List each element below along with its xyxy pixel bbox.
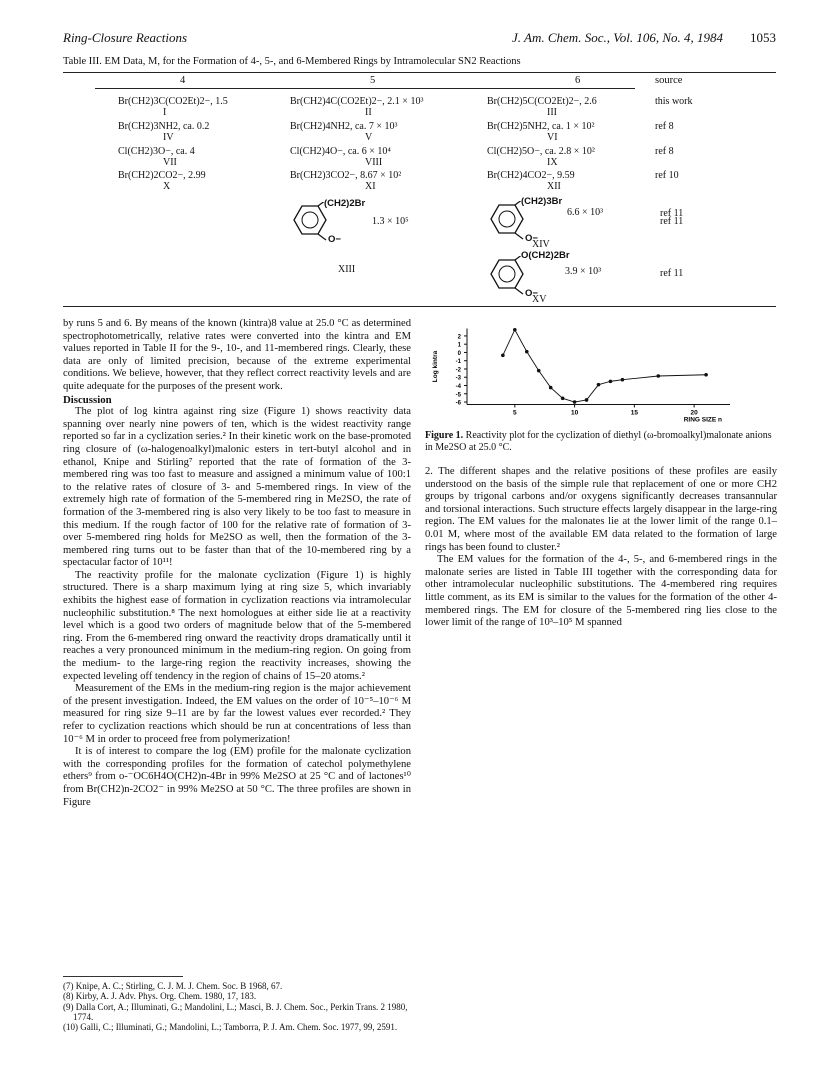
paragraph: 2. The different shapes and the relative positions of these profiles are easily understood on the basis of the simple rule that replacement of one or more CH2 groups by trigonal carbons and/or oxygens significantly decreases transannular and torsional interactions. Such structure effects largely disappear in the large-ring region. The EM values for the malonates lie at the lower limit of the range 0.1–0.01 M, where most of the available EM data related to the formation of large rings has been found to cluster.²: [425, 466, 777, 553]
em-value: 6.6 × 10³: [567, 207, 604, 218]
col-header-6: 6: [575, 75, 581, 86]
x-tick-label: 20: [690, 409, 698, 417]
data-point: [704, 373, 708, 377]
page-number: 1053: [750, 30, 776, 45]
data-point: [585, 398, 589, 402]
table-cell: Cl(CH2)5O−, ca. 2.8 × 10²: [487, 146, 595, 157]
right-column: [425, 466, 777, 630]
data-point: [573, 400, 577, 404]
table-row-1: [118, 96, 268, 118]
data-point: [513, 328, 517, 332]
table-cell: Br(CH2)4CO2−, 9.59: [487, 170, 575, 181]
running-header-left: Ring-Closure Reactions: [63, 30, 188, 45]
data-line: [503, 330, 706, 402]
table-caption: Table III. EM Data, M, for the Formation of 4-, 5-, and 6-Membered Rings by Intramolecular SN2 Reactions: [63, 56, 521, 67]
paragraph: Measurement of the EMs in the medium-ring region is the major achievement of the present investigation. Indeed, the EM values on the order of 10⁻⁵–10⁻⁶ M measured for ring size 9–11 are by far the lowest values ever recorded.² They refer to cyclization reactions which should be run at concentrations of less than 10⁻⁶ M in order to proceed free from polymerization!: [63, 683, 411, 745]
em-value: 1.3 × 10⁵: [372, 216, 409, 227]
compound-number: V: [365, 132, 373, 143]
source-cell: ref 10: [655, 170, 679, 181]
data-point: [525, 350, 529, 354]
compound-number: IV: [163, 132, 174, 143]
data-point: [597, 383, 601, 387]
table-cell: Br(CH2)2CO2−, 2.99: [118, 170, 206, 181]
source-cell: ref 11: [660, 216, 684, 227]
compound-number: VII: [163, 157, 177, 168]
x-tick-label: 10: [570, 409, 579, 417]
phenoxide-label: O−: [328, 234, 341, 245]
table-cell-group: [290, 170, 480, 192]
col-header-4: 4: [180, 75, 186, 86]
footnote: (9) Dalla Cort, A.; Illuminati, G.; Mandolini, L.; Masci, B. J. Chem. Soc., Perkin Trans. 2 1980, 1774.: [63, 1001, 408, 1022]
col-header-5: 5: [370, 75, 376, 86]
table-cell: Br(CH2)3C(CO2Et)2−, 1.5: [118, 96, 228, 107]
source-cell: ref 11: [660, 268, 684, 279]
y-tick-label: 0: [457, 350, 461, 357]
table-cell-group: [487, 96, 637, 118]
table-row-4: [118, 170, 268, 192]
compound-number: IX: [547, 157, 558, 168]
table-cell-group: [290, 96, 480, 118]
col-header-source: source: [655, 75, 683, 86]
substituent-label: (CH2)2Br: [324, 198, 366, 209]
table-row-2: [118, 121, 268, 143]
col-header-underline: [95, 88, 635, 89]
x-tick-label: 15: [630, 409, 638, 417]
y-tick-label: -6: [455, 400, 461, 407]
compound-number: XV: [532, 294, 547, 305]
substituent-label: O(CH2)2Br: [521, 250, 570, 261]
paragraph: The reactivity profile for the malonate cyclization (Figure 1) is highly structured. There is a sharp maximum lying at ring size 5, which invariably exhibits the highest ease of formation in cyclization reactions via intramolecular nucleophilic substitution.⁸ The next homologues at either side lie at a reactivity level which is a good two orders of magnitude below that of the 5-membered ring. From the 6-membered ring onward the reactivity drops dramatically until it reaches a very pronounced minimum in the medium-ring region. On going from the medium- to the large-ring region the reactivity increases, showing the expected leveling off tendency in the region of chains of 15–20 atoms.²: [63, 569, 411, 682]
footnote-rule: [63, 976, 183, 977]
source-cell: ref 11: [660, 208, 684, 219]
table-cell: Cl(CH2)4O−, ca. 6 × 10⁴: [290, 146, 391, 157]
y-axis-label: Log kintra: [432, 350, 439, 383]
compound-number: XIV: [532, 239, 550, 250]
y-tick-label: 1: [457, 342, 461, 349]
compound-number: X: [163, 181, 171, 192]
phenoxide-label: O−: [525, 233, 538, 244]
compound-number: I: [163, 107, 167, 118]
footnote: (7) Knipe, A. C.; Stirling, C. J. M. J. Chem. Soc. B 1968, 67.: [63, 981, 283, 991]
structure-xv: [487, 250, 657, 308]
figure-caption: [425, 430, 777, 453]
source-cell: this work: [655, 96, 693, 107]
y-tick-label: -4: [455, 384, 461, 390]
y-tick-label: -3: [455, 375, 461, 382]
table-cell: Cl(CH2)3O−, ca. 4: [118, 146, 195, 157]
table-cell-group: [487, 170, 637, 192]
table-cell-group: [290, 146, 480, 168]
table-cell: Br(CH2)5C(CO2Et)2−, 2.6: [487, 96, 597, 107]
data-point: [549, 386, 553, 390]
paragraph: by runs 5 and 6. By means of the known (kintra)8 value at 25.0 °C as determined spectrophotometrically, relative rates were converted into the kintra and EM values reported in Table II for the 9-, 10-, and 11-membered rings. Clearly, these data are only of limited precision, because of the extreme experimental conditions. We believe, however, that they reflect correct reactivity levels and are quite adequate for the purposes of the present work.: [63, 318, 411, 392]
table-cell: Br(CH2)5NH2, ca. 1 × 10²: [487, 121, 595, 132]
left-column: [63, 318, 411, 809]
y-tick-label: -2: [455, 367, 461, 374]
table-cell-group: [290, 121, 480, 143]
table-cell-group: [487, 146, 637, 168]
y-tick-label: 2: [457, 334, 461, 341]
figure-caption-label: Figure 1.: [425, 430, 464, 441]
substituent-label: (CH2)3Br: [521, 196, 563, 207]
table-cell: Br(CH2)4NH2, ca. 7 × 10³: [290, 121, 398, 132]
compound-number: XI: [365, 181, 376, 192]
data-point: [609, 380, 613, 384]
compound-number: VI: [547, 132, 558, 143]
source-cell: ref 8: [655, 146, 674, 157]
table-row-3: [118, 146, 268, 168]
phenoxide-label: O−: [525, 288, 538, 299]
compound-number: XIII: [338, 264, 356, 275]
table-cell: Br(CH2)3CO2−, 8.67 × 10²: [290, 170, 402, 181]
y-tick-label: -5: [455, 392, 461, 399]
compound-number: III: [547, 107, 557, 118]
table-bottom-rule: [63, 306, 776, 307]
data-point: [656, 374, 660, 378]
footnote: (10) Galli, C.; Illuminati, G.; Mandolini, L.; Tamborra, P. J. Am. Chem. Soc. 1977, 99, 2591.: [63, 1022, 398, 1033]
x-axis-label: RING SIZE n: [683, 416, 722, 424]
data-point: [561, 397, 565, 401]
data-point: [621, 378, 625, 382]
paragraph: The EM values for the formation of the 4-, 5-, and 6-membered rings in the malonate series are listed in Table III together with the corresponding data for other intramolecular nucleophilic substitutions. The 4-membered ring requires little comment, as its EM is similar to the values for the formation of the other 4-membered rings. The EM for closure of the 5-membered ring lies close to the lower limit of the range of 10³–10⁵ M spanned: [425, 554, 777, 629]
em-value: 3.9 × 10³: [565, 266, 602, 277]
source-cell: ref 8: [655, 121, 674, 132]
structure-xiii: [290, 198, 490, 275]
paragraph: It is of interest to compare the log (EM) profile for the malonate cyclization with the corresponding profiles for the formation of catechol polymethylene ethers⁹ from o-⁻OC6H4O(CH2)n-4Br in 99% Me2SO at 25 °C and of lactones¹⁰ from Br(CH2)n-2CO2⁻ in 99% Me2SO at 50 °C. The three profiles are shown in Figure: [63, 746, 411, 808]
data-point: [501, 354, 505, 358]
footnotes: [63, 981, 411, 1032]
structure-xiv: [487, 193, 647, 251]
compound-number: VIII: [365, 157, 383, 168]
table-cell: Br(CH2)3NH2, ca. 0.2: [118, 121, 210, 132]
figure-caption-text: Reactivity plot for the cyclization of diethyl (ω-bromoalkyl)malonate anions in Me2SO at 25.0 °C.: [425, 430, 772, 453]
figure-1-chart: [425, 318, 775, 430]
running-header-right: J. Am. Chem. Soc., Vol. 106, No. 4, 1984: [512, 30, 723, 45]
data-point: [537, 369, 541, 373]
compound-number: II: [365, 107, 372, 118]
section-heading-discussion: Discussion: [63, 393, 112, 406]
footnote: (8) Kirby, A. J. Adv. Phys. Org. Chem. 1980, 17, 183.: [63, 991, 257, 1002]
table-cell: Br(CH2)4C(CO2Et)2−, 2.1 × 10³: [290, 96, 424, 107]
table-top-rule: [63, 72, 776, 73]
table-cell-group: [487, 121, 637, 143]
x-tick-label: 5: [513, 409, 517, 417]
y-tick-label: -1: [455, 359, 461, 366]
paragraph: The plot of log kintra against ring size (Figure 1) shows reactivity data spanning over nearly nine powers of ten, which is the widest reactivity range reported so far in a cyclization series.² In their kinetic work on the base-promoted ring closure of (ω-halogenoalkyl)malonic esters in tert-butyl alcohol and in ethanol, Knipe and Stirling⁷ reported that the rate of formation of the 3-membered ring was too fast to measure and assigned a minimum value of 100:1 to the relative rates of closure of 3- and 5-membered rings. In view of the extremely high rate of formation of the 5-membered ring in Me2SO, the rate of formation of the 3-membered ring is also very likely to be too fast to measure in this medium. If the rough factor of 100 for the relative rate of formation of 3- over 5-membered ring holds for Me2SO as well, then the formation of the 3-membered ring turns out to be faster than that of the 10-membered ring by a spectacular factor of 10¹¹!: [63, 406, 411, 569]
compound-number: XII: [547, 181, 561, 192]
